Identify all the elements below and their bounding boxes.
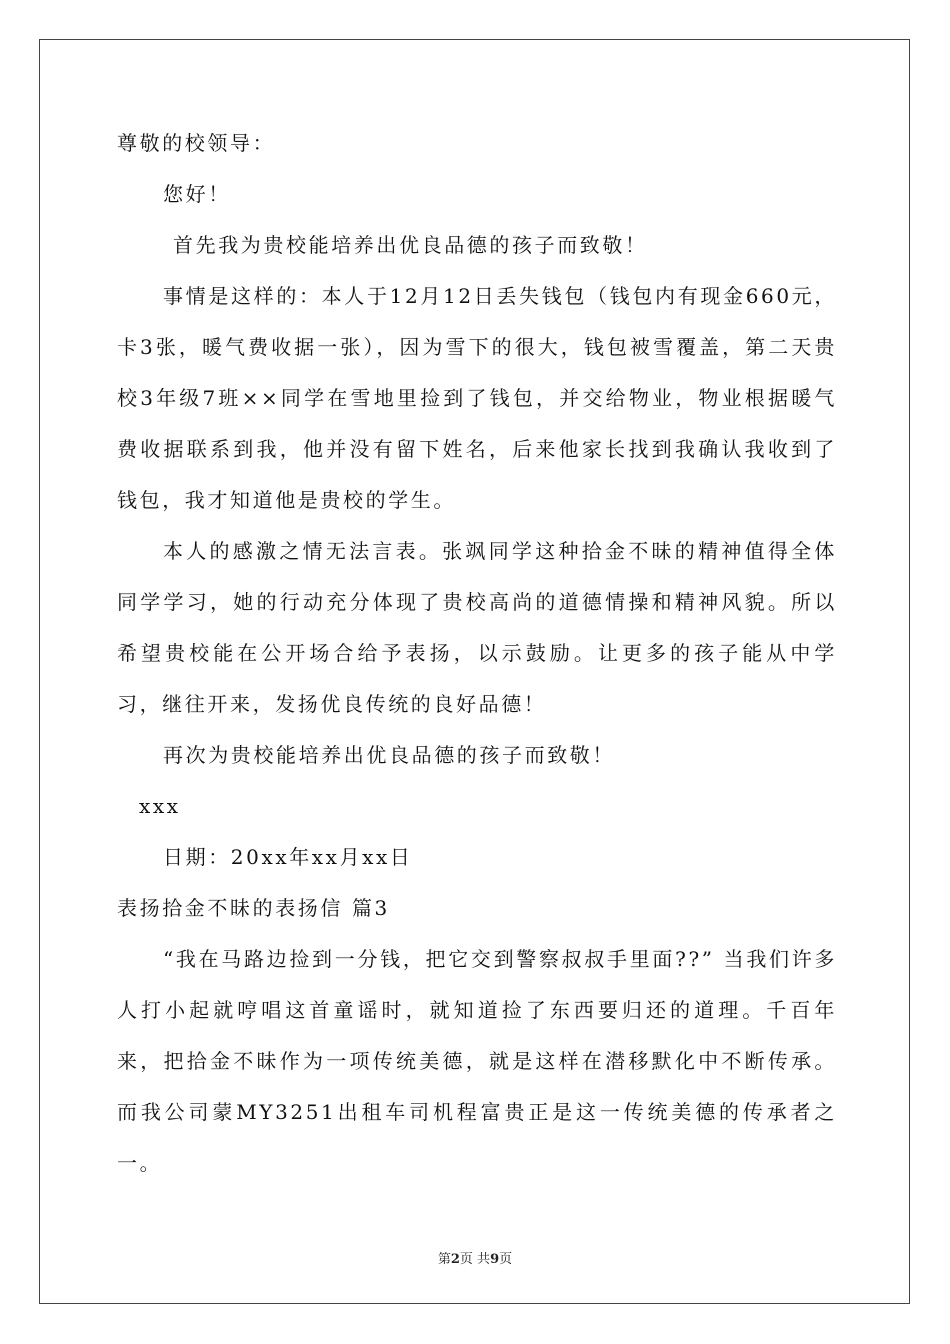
- footer-suffix: 页: [499, 1252, 513, 1267]
- page-footer: [0, 1248, 950, 1267]
- salutation: 尊敬的校领导：: [117, 131, 276, 155]
- current-page-number: 2: [450, 1252, 460, 1267]
- signature: xxx: [139, 794, 181, 818]
- document-body: [117, 118, 837, 1189]
- total-pages-number: 9: [490, 1252, 500, 1267]
- paragraph-gratitude: 本人的感激之情无法言表。张飒同学这种拾金不昧的精神值得全体同学学习，她的行动充分体现了贵校高尚的道德情操和精神风貌。所以希望贵校能在公开场合给予表扬，以示鼓励。让更多的孩子能从中学习，继往开来，发扬优良传统的良好品德！: [117, 539, 837, 716]
- opening-line: 首先我为贵校能培养出优良品德的孩子而致敬！: [173, 233, 648, 257]
- paragraph-incident: 事情是这样的：本人于12月12日丢失钱包（钱包内有现金660元，卡3张，暖气费收据一张），因为雪下的很大，钱包被雪覆盖，第二天贵校3年级7班××同学在雪地里捡到了钱包，并交给物业，物业根据暖气费收据联系到我，他并没有留下姓名，后来他家长找到我确认我收到了钱包，我才知道他是贵校的学生。: [117, 284, 837, 512]
- greeting: 您好！: [163, 182, 231, 206]
- footer-prefix: 第: [437, 1252, 451, 1267]
- date-line: 日期：20xx年xx月xx日: [163, 845, 413, 869]
- closing-line: 再次为贵校能培养出优良品德的孩子而致敬！: [163, 743, 615, 767]
- footer-mid: 页 共: [459, 1252, 491, 1267]
- section-title: 表扬拾金不昧的表扬信 篇3: [117, 896, 390, 920]
- paragraph-section3: “我在马路边捡到一分钱，把它交到警察叔叔手里面??” 当我们许多人打小起就哼唱这首童谣时，就知道捡了东西要归还的道理。千百年来，把拾金不昧作为一项传统美德，就是这样在潜移默化中不断传承。而我公司蒙MY3251出租车司机程富贵正是这一传统美德的传承者之一。: [117, 947, 837, 1175]
